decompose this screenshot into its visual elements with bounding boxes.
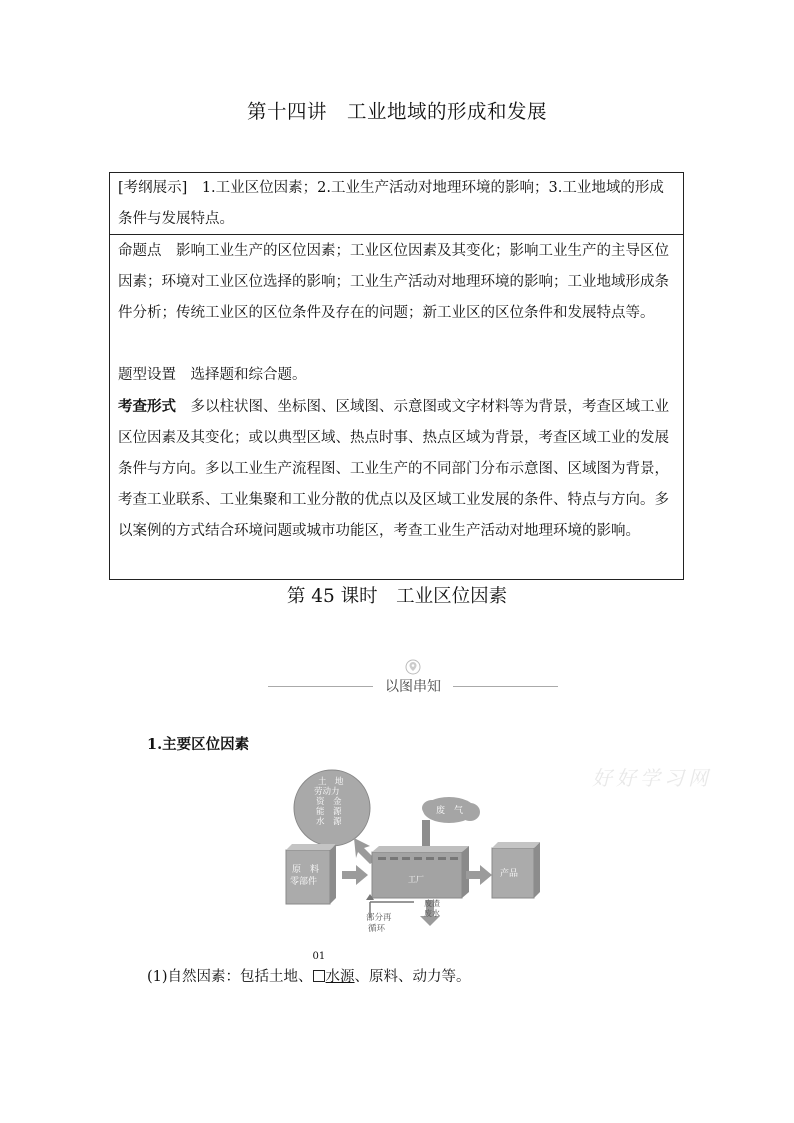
- lesson-subtitle: 第 45 课时 工业区位因素: [286, 586, 508, 607]
- natural-factors-paragraph: [147, 951, 471, 986]
- topics-text: 影响工业生产的区位因素；工业区位因素及其变化；影响工业生产的主导区位因素；环境对工业区位选择的影响；工业生产活动对地理环境的影响；工业地域形成条件分析；传统工业区的区位条件及存在的问题；新工业区的区位条件和发展特点等。: [118, 243, 669, 321]
- circle-label-4: 能 源: [316, 807, 342, 817]
- factory-diagram-svg: [284, 768, 544, 938]
- section-divider: [268, 667, 558, 707]
- section-label: 以图串知: [385, 679, 441, 695]
- circle-label-1: 土 地: [318, 777, 344, 787]
- exam-form-paragraph: [118, 391, 675, 547]
- materials-label-2: 零部件: [290, 877, 318, 887]
- watermark-text: 好好学习网: [592, 766, 712, 790]
- syllabus-paragraph: [118, 173, 675, 235]
- blank-answer: 水源: [325, 969, 355, 985]
- question-types-text: 选择题和综合题。: [176, 367, 307, 383]
- blank-number: 01: [312, 951, 326, 962]
- circle-label-5: 水 源: [316, 817, 342, 827]
- para1-prefix: (1)自然因素：包括土地、: [147, 969, 313, 985]
- exam-form-text: 多以柱状图、坐标图、区域图、示意图或文字材料等为背景，考查区域工业区位因素及其变化；或以典型区域、热点时事、热点区域为背景，考查区域工业的发展条件与方向。多以工业生产流程图、工业生产的不同部门分布示意图、区域图为背景，考查工业联系、工业集聚和工业分散的优点以及区域工业发展的条件、特点与方向。多以案例的方式结合环境问题或城市功能区，考查工业生产活动对地理环境的影响。: [118, 399, 669, 539]
- factory-label: 工厂: [408, 875, 424, 884]
- product-label: 产品: [500, 869, 519, 879]
- syllabus-text: 1.工业区位因素；2.工业生产活动对地理环境的影响；3.工业地域的形成条件与发展特点。: [118, 180, 664, 227]
- recycle-label-1: 部分再: [366, 913, 392, 923]
- exam-form-label: 考查形式: [118, 398, 176, 415]
- arrow-materials: [342, 865, 368, 885]
- materials-label-1: 原 料: [292, 865, 320, 875]
- question-types-label: 题型设置: [118, 367, 176, 383]
- syllabus-row: [110, 173, 683, 235]
- topics-label: 命题点: [118, 243, 162, 259]
- arrow-product: [466, 865, 492, 885]
- recycle-label-2: 循环: [368, 924, 386, 934]
- syllabus-box: [109, 172, 684, 580]
- syllabus-label: [考纲展示]: [118, 180, 188, 196]
- factor-diagram: [284, 768, 544, 938]
- waste-label-1: 废渣: [424, 899, 440, 908]
- chimney: [422, 820, 430, 850]
- question-types-paragraph: [118, 360, 675, 391]
- answer-blank: [312, 951, 355, 986]
- cloud-label: 废 气: [436, 806, 464, 816]
- location-pin-icon: [405, 659, 421, 677]
- blank-square-icon: [313, 970, 325, 982]
- circle-label-3: 资 金: [316, 797, 342, 807]
- lecture-title: 第十四讲 工业地域的形成和发展: [246, 100, 547, 123]
- topics-paragraph: [118, 236, 675, 329]
- waste-label-2: 废水: [424, 909, 440, 918]
- para1-suffix: 、原料、动力等。: [354, 969, 471, 985]
- circle-label-2: 劳动力: [314, 787, 340, 797]
- heading-main-factors: 1.主要区位因素: [147, 736, 250, 753]
